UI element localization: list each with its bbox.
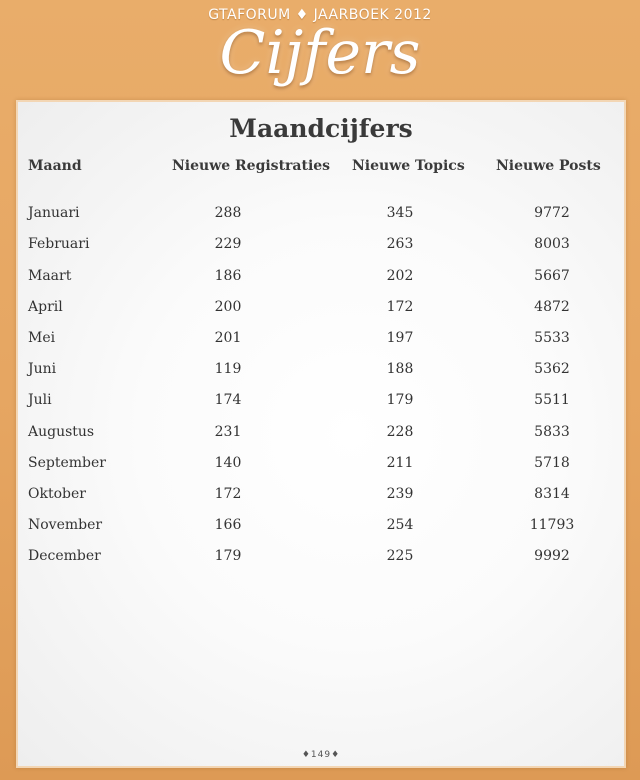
topics-cell: 239 — [386, 486, 414, 502]
posts-cell: 5718 — [534, 455, 570, 471]
registrations-cell: 179 — [214, 548, 242, 564]
content-panel — [16, 100, 626, 768]
header-subtitle: GTAFORUM ♦ JAARBOEK 2012 — [208, 7, 432, 23]
posts-cell: 5533 — [534, 330, 570, 346]
table-row — [18, 236, 624, 256]
topics-cell: 254 — [386, 517, 414, 533]
month-cell: September — [28, 455, 106, 471]
posts-cell: 9992 — [534, 548, 570, 564]
month-cell: Maart — [28, 268, 72, 284]
table-row — [18, 268, 624, 288]
month-cell: Juni — [28, 361, 57, 377]
registrations-cell: 186 — [214, 268, 242, 284]
registrations-cell: 119 — [214, 361, 242, 377]
table-row — [18, 517, 624, 537]
table-row — [18, 299, 624, 319]
topics-cell: 211 — [386, 455, 414, 471]
posts-cell: 8003 — [534, 236, 570, 252]
month-cell: Februari — [28, 236, 90, 252]
month-cell: November — [28, 517, 103, 533]
table-row — [18, 424, 624, 444]
table-row — [18, 548, 624, 568]
posts-cell: 5667 — [534, 268, 570, 284]
month-cell: Januari — [28, 205, 80, 221]
registrations-cell: 174 — [214, 392, 242, 408]
topics-cell: 228 — [386, 424, 414, 440]
header-title: Cijfers — [219, 18, 421, 88]
month-cell: April — [28, 299, 63, 315]
topics-cell: 179 — [386, 392, 414, 408]
topics-cell: 263 — [386, 236, 414, 252]
table-row — [18, 361, 624, 381]
posts-cell: 5833 — [534, 424, 570, 440]
table-row — [18, 486, 624, 506]
topics-cell: 225 — [386, 548, 414, 564]
posts-cell: 4872 — [534, 299, 570, 315]
posts-cell: 9772 — [534, 205, 570, 221]
topics-cell: 202 — [386, 268, 414, 284]
topics-cell: 345 — [386, 205, 414, 221]
table-row — [18, 455, 624, 475]
month-cell: Augustus — [28, 424, 95, 440]
registrations-cell: 229 — [214, 236, 242, 252]
posts-cell: 11793 — [529, 517, 575, 533]
column-header-month: Maand — [28, 158, 82, 174]
topics-cell: 188 — [386, 361, 414, 377]
posts-cell: 5362 — [534, 361, 570, 377]
month-cell: December — [28, 548, 101, 564]
table-row — [18, 392, 624, 412]
column-header-registrations: Nieuwe Registraties — [172, 158, 331, 174]
page-number: ♦149♦ — [301, 750, 341, 760]
page-header — [0, 0, 640, 100]
registrations-cell: 200 — [214, 299, 242, 315]
month-cell: Oktober — [28, 486, 86, 502]
column-header-posts: Nieuwe Posts — [496, 158, 601, 174]
registrations-cell: 288 — [214, 205, 242, 221]
month-cell: Mei — [28, 330, 56, 346]
registrations-cell: 172 — [214, 486, 242, 502]
table-title: Maandcijfers — [229, 114, 413, 143]
column-header-topics: Nieuwe Topics — [352, 158, 465, 174]
registrations-cell: 201 — [214, 330, 242, 346]
posts-cell: 8314 — [534, 486, 570, 502]
table-row — [18, 205, 624, 225]
topics-cell: 197 — [386, 330, 414, 346]
topics-cell: 172 — [386, 299, 414, 315]
table-row — [18, 330, 624, 350]
registrations-cell: 166 — [214, 517, 242, 533]
posts-cell: 5511 — [534, 392, 570, 408]
registrations-cell: 231 — [214, 424, 242, 440]
registrations-cell: 140 — [214, 455, 242, 471]
month-cell: Juli — [28, 392, 52, 408]
